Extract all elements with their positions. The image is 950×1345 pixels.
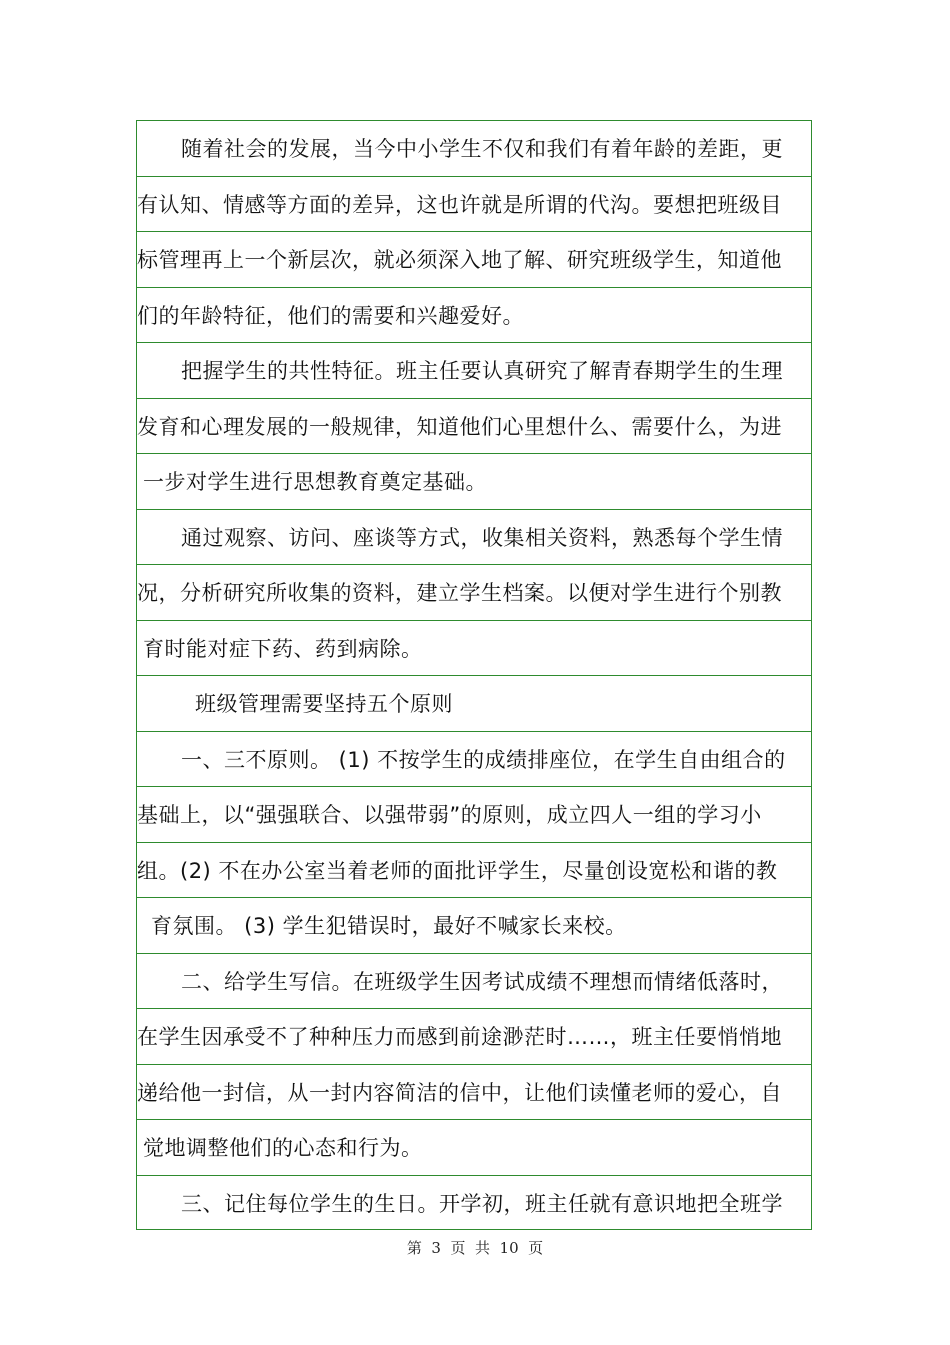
text-line	[137, 177, 811, 233]
line-text: 育氛围。 (3) 学生犯错误时，最好不喊家长来校。	[151, 914, 627, 939]
line-text: 随着社会的发展，当今中小学生不仅和我们有着年龄的差距，更	[181, 137, 783, 162]
text-line	[137, 676, 811, 732]
line-text: 基础上，以“强强联合、以强带弱”的原则，成立四人一组的学习小	[137, 803, 762, 828]
line-text: 二、给学生写信。在班级学生因考试成绩不理想而情绪低落时，	[181, 969, 783, 994]
text-line	[137, 565, 811, 621]
line-text: 发育和心理发展的一般规律，知道他们心里想什么、需要什么，为进	[137, 414, 782, 439]
line-text: 况，分析研究所收集的资料，建立学生档案。以便对学生进行个别教	[137, 581, 782, 606]
page-number-footer: 第 3 页 共 10 页	[406, 1239, 544, 1257]
lined-text-frame	[136, 120, 812, 1230]
text-line	[137, 1009, 811, 1065]
text-line	[137, 343, 811, 399]
text-line	[137, 898, 811, 954]
line-text: 觉地调整他们的心态和行为。	[143, 1136, 423, 1161]
line-text: 一步对学生进行思想教育奠定基础。	[143, 470, 487, 495]
text-line	[137, 121, 811, 177]
text-line	[137, 399, 811, 455]
line-text: 在学生因承受不了种种压力而感到前途渺茫时……，班主任要悄悄地	[137, 1025, 782, 1050]
text-line	[137, 1120, 811, 1176]
text-line	[137, 454, 811, 510]
text-line	[137, 843, 811, 899]
text-line	[137, 954, 811, 1010]
line-text: 有认知、情感等方面的差异，这也许就是所谓的代沟。要想把班级目	[137, 192, 782, 217]
line-text: 们的年龄特征，他们的需要和兴趣爱好。	[137, 303, 524, 328]
text-line	[137, 1065, 811, 1121]
text-line	[137, 510, 811, 566]
text-line	[137, 621, 811, 677]
line-text: 把握学生的共性特征。班主任要认真研究了解青春期学生的生理	[181, 359, 783, 384]
line-text: 育时能对症下药、药到病除。	[143, 636, 423, 661]
text-line	[137, 288, 811, 344]
text-line	[137, 1176, 811, 1232]
text-line	[137, 787, 811, 843]
line-text: 标管理再上一个新层次，就必须深入地了解、研究班级学生，知道他	[137, 248, 782, 273]
line-text: 一、三不原则。 (1) 不按学生的成绩排座位，在学生自由组合的	[181, 747, 786, 772]
line-text: 递给他一封信，从一封内容简洁的信中，让他们读懂老师的爱心，自	[137, 1080, 782, 1105]
line-text: 组。(2) 不在办公室当着老师的面批评学生，尽量创设宽松和谐的教	[137, 858, 778, 883]
text-line	[137, 732, 811, 788]
text-line	[137, 232, 811, 288]
section-heading: 班级管理需要坚持五个原则	[195, 692, 453, 717]
line-text: 通过观察、访问、座谈等方式，收集相关资料，熟悉每个学生情	[181, 525, 783, 550]
line-text: 三、记住每位学生的生日。开学初，班主任就有意识地把全班学	[181, 1192, 783, 1217]
